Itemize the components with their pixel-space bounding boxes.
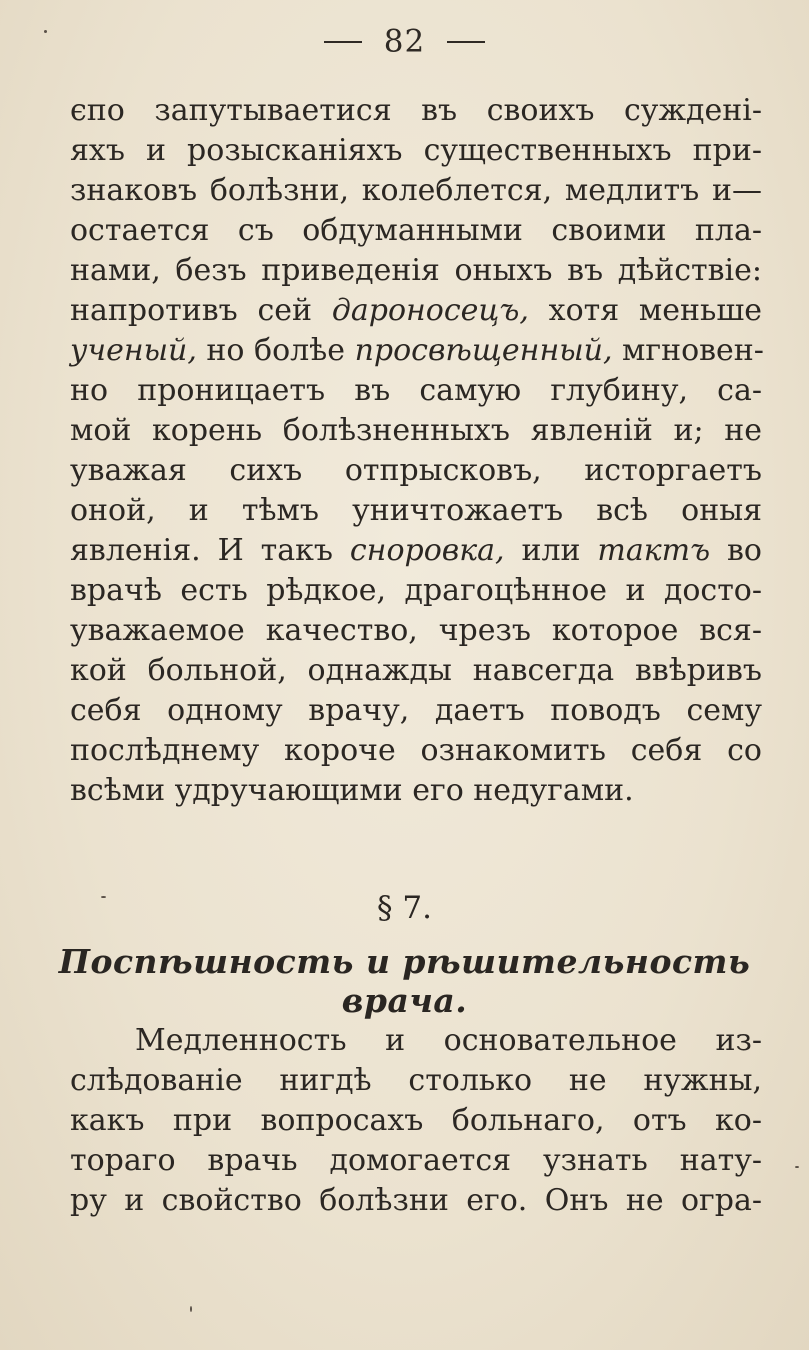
header-dash-left (324, 41, 362, 43)
text-line (70, 1062, 762, 1100)
text-line (70, 332, 762, 370)
paper-speck (190, 1306, 192, 1312)
section-heading: Поспѣшность и рѣшительность врача. (58, 942, 751, 1020)
line-text: мгновен- (612, 333, 764, 368)
text-line (70, 212, 762, 250)
text-line (70, 1102, 762, 1140)
line-text: во (710, 533, 762, 568)
line-text: но проницаетъ въ самую глубину, са- (70, 373, 762, 408)
header-dash-right (447, 41, 485, 43)
line-text: послѣднему короче ознакомить себя со (70, 733, 762, 768)
line-text: мой корень болѣзненныхъ явленiй и; не (70, 413, 762, 448)
text-line (70, 692, 762, 730)
italic-term: ученый, (70, 333, 197, 368)
line-text: нами, безъ приведенiя оныхъ въ дѣйствiе: (70, 253, 762, 288)
line-text: остается съ обдуманными своими пла- (70, 213, 762, 248)
page-number: 82 (383, 23, 426, 60)
line-text: єпо запутываетися въ своихъ сужденi- (70, 93, 762, 128)
text-line (70, 292, 762, 330)
text-line (70, 572, 762, 610)
text-line (70, 252, 762, 290)
line-text: явленiя. И такъ (70, 533, 350, 568)
line-text: но болѣе (196, 333, 355, 368)
line-text: себя одному врачу, даетъ поводъ сему (70, 693, 762, 728)
text-line (70, 412, 762, 450)
line-text: кой больной, однажды навсегда ввѣривъ (70, 653, 762, 688)
line-text: оной, и тѣмъ уничтожаетъ всѣ оныя (70, 493, 762, 528)
italic-term: сноровка, (349, 533, 505, 568)
section-number: § 7. (377, 890, 432, 926)
text-line (70, 172, 762, 210)
paper-speck (101, 896, 106, 898)
line-text: какъ при вопросахъ больнаго, отъ ко- (70, 1103, 762, 1138)
text-line (70, 652, 762, 690)
text-line (70, 1182, 762, 1220)
line-text: или (504, 533, 598, 568)
text-line (70, 452, 762, 490)
italic-term: дароносецъ, (331, 293, 529, 328)
line-text: Медленность и основательное из- (135, 1023, 762, 1058)
text-line (70, 372, 762, 410)
line-text: знаковъ болѣзни, колеблется, медлитъ и— (70, 173, 762, 208)
line-text: уважаемое качество, чрезъ которое вся- (70, 613, 762, 648)
line-text: тораго врачь домогается узнать нату- (70, 1143, 762, 1178)
text-line (70, 532, 762, 570)
paper-speck (795, 1166, 799, 1168)
text-line (70, 1142, 762, 1180)
line-text: слѣдованiе нигдѣ столько не нужны, (70, 1063, 762, 1098)
text-line (70, 612, 762, 650)
paper-speck (44, 30, 47, 33)
text-line (70, 772, 634, 810)
page-header (0, 22, 809, 60)
text-line (70, 492, 762, 530)
line-text: всѣми удручающими его недугами. (70, 773, 634, 808)
line-text: уважая сихъ отпрысковъ, исторгаетъ (70, 453, 762, 488)
italic-term: просвѣщенный, (354, 333, 613, 368)
text-line (70, 92, 762, 130)
text-line (70, 732, 762, 770)
text-line (135, 1022, 762, 1060)
line-text: напротивъ сей (70, 293, 332, 328)
line-text: ру и свойство болѣзни его. Онъ не огра- (70, 1183, 762, 1218)
italic-term: тактъ (597, 533, 711, 568)
text-line (70, 132, 762, 170)
line-text: хотя меньше (528, 293, 762, 328)
line-text: яхъ и розысканiяхъ существенныхъ при- (70, 133, 762, 168)
line-text: врачѣ есть рѣдкое, драгоцѣнное и досто- (70, 573, 762, 608)
